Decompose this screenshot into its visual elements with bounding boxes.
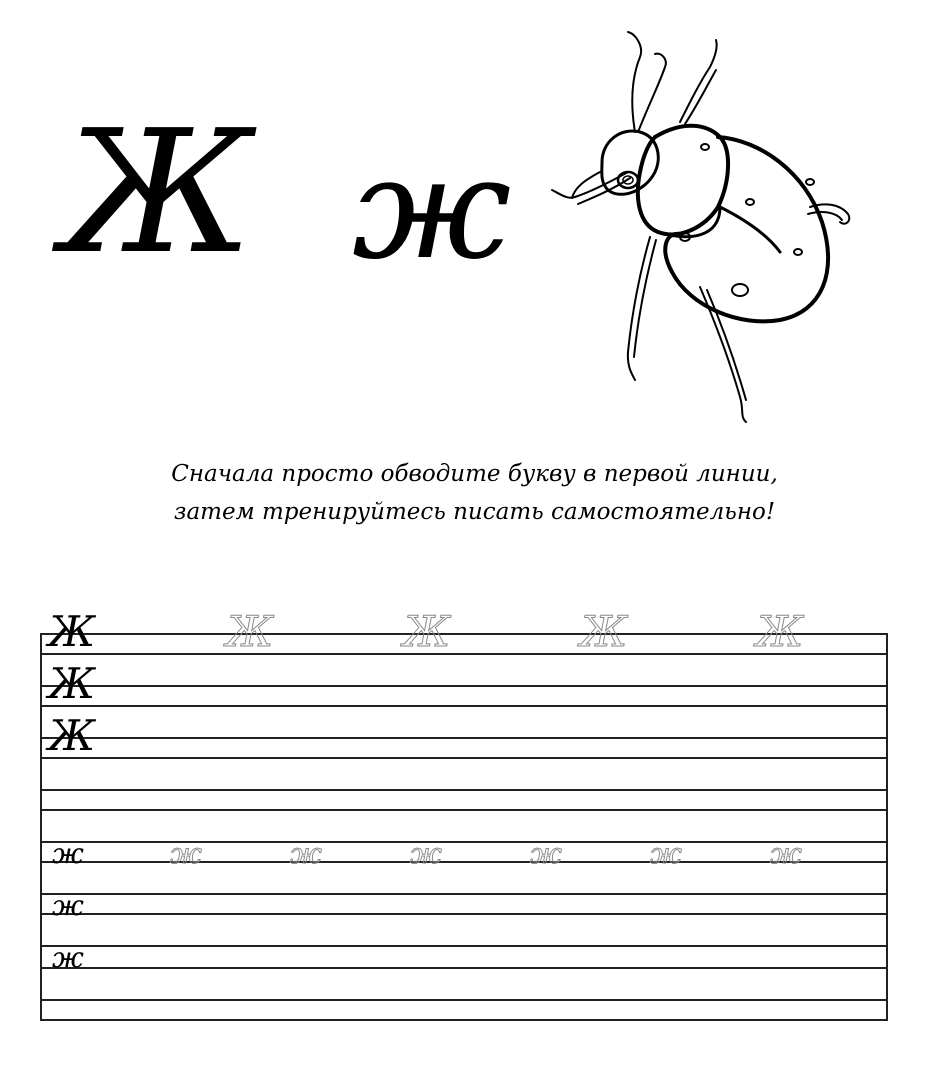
instructions-text [0,455,949,531]
ruled-line [40,913,888,915]
lowercase-trace-letter: ж [530,837,560,870]
ruled-line [40,1019,888,1021]
ruled-line [40,789,888,791]
lowercase-letter-display: ж [352,128,506,291]
lowercase-trace-letter: ж [410,837,440,870]
sheet-left-border [40,633,42,1021]
uppercase-sample: Ж [48,607,93,656]
ruled-line [40,841,888,843]
instruction-line-1: Сначала просто обводите букву в первой линии, [171,461,778,487]
ruled-line [40,967,888,969]
uppercase-letter-display: Ж [62,94,248,292]
ruled-line [40,685,888,687]
worksheet-header [0,0,949,440]
practice-sheet [40,607,888,1021]
lowercase-trace-letter: ж [170,837,200,870]
ruled-line [40,809,888,811]
ruled-line [40,999,888,1001]
lowercase-trace-letter: ж [650,837,680,870]
instruction-line-2: затем тренируйтесь писать самостоятельно! [173,499,776,525]
sheet-right-border [886,633,888,1021]
uppercase-trace-letter: Ж [226,607,271,656]
uppercase-trace-letter: Ж [756,607,801,656]
ruled-line [40,757,888,759]
lowercase-sample: ж [52,889,82,922]
ruled-line [40,737,888,739]
lowercase-sample: ж [52,941,82,974]
ruled-line [40,861,888,863]
lowercase-trace-letter: ж [770,837,800,870]
uppercase-trace-letter: Ж [580,607,625,656]
ruled-line [40,893,888,895]
uppercase-sample: Ж [48,711,93,760]
beetle-illustration [540,22,860,432]
uppercase-trace-letter: Ж [403,607,448,656]
lowercase-trace-letter: ж [290,837,320,870]
uppercase-sample: Ж [48,659,93,708]
ruled-line [40,705,888,707]
lowercase-sample: ж [52,837,82,870]
ruled-line [40,945,888,947]
